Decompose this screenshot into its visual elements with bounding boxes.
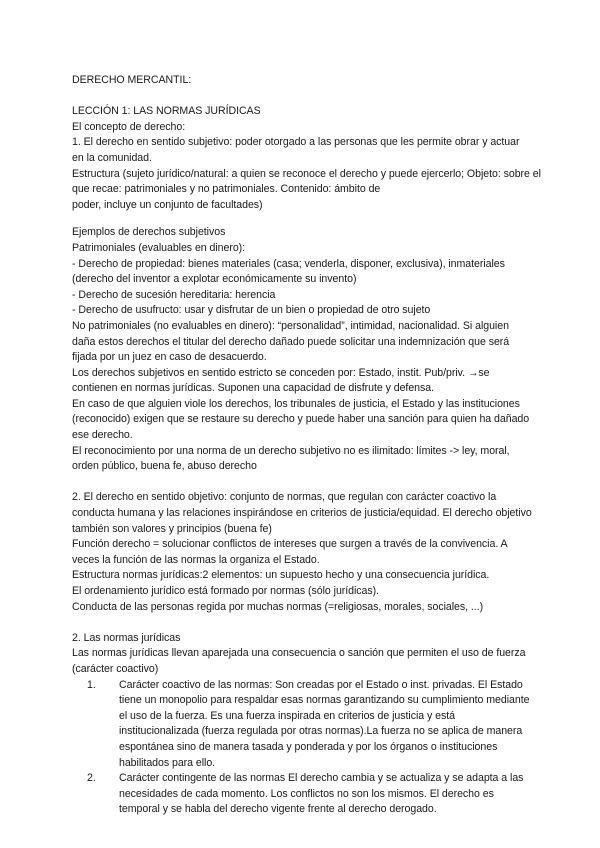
paragraph: Conducta de las personas regida por muchas normas (=religiosas, morales, sociales, ...) <box>72 600 484 613</box>
paragraph: - Derecho de sucesión hereditaria: herencia <box>72 288 276 301</box>
paragraph: Estructura (sujeto jurídico/natural: a quien se reconoce el derecho y puede ejercerlo; Objeto: sobre el que recae: patrimoniales y no patrimoniales. Contenido: ámbito de <box>72 167 541 196</box>
paragraph: - Derecho de propiedad: bienes materiales (casa; venderla, disponer, exclusiva), inmateriales (derecho del inventor a explotar económicamente su invento) <box>72 257 505 286</box>
list-number: 2. <box>87 772 96 785</box>
paragraph: No patrimoniales (no evaluables en dinero): “personalidad”, intimidad, nacionalidad. Si alguien daña estos derechos el titular del derecho dañado puede solicitar una indemnización que será fijada por un juez en caso de desacuerdo. <box>72 319 510 364</box>
list-item-text: Carácter coactivo de las normas: Son creadas por el Estado o inst. privadas. El Estado tiene un monopolio para respaldar esas normas garantizando su cumplimiento mediante el uso de la fuerza. Es una fuerza inspirada en criterios de justicia y está institucionalizada (fuerza regulada por otras normas).La fuerza no se aplica de manera espontánea sino de manera tasada y ponderada y por los órganos o instituciones habilitados para ello. <box>119 678 530 769</box>
section-heading: 2. Las normas jurídicas <box>72 631 181 644</box>
paragraph: Los derechos subjetivos en sentido estricto se conceden por: Estado, instit. Pub/priv. →se contienen en normas jurídicas. Suponen una capacidad de disfrute y defensa. <box>72 366 490 395</box>
paragraph: 1. El derecho en sentido subjetivo: poder otorgado a las personas que les permite obrar y actuar en la comunidad. <box>72 136 520 164</box>
list-item <box>72 678 534 772</box>
concept-heading: El concepto de derecho: <box>72 120 186 133</box>
paragraph: Las normas jurídicas llevan aparejada una consecuencia o sanción que permiten el uso de fuerza (carácter coactivo) <box>72 647 526 675</box>
paragraph: El ordenamiento jurídico está formado por normas (sólo jurídicas). <box>72 585 380 597</box>
list-number: 1. <box>87 678 96 691</box>
paragraph: El reconocimiento por una norma de un derecho subjetivo no es ilimitado: límites -> ley, moral, orden público, buena fe, abuso derecho <box>72 444 510 473</box>
examples-heading: Ejemplos de derechos subjetivos <box>72 226 226 239</box>
lesson-heading: LECCIÓN 1: LAS NORMAS JURÍDICAS <box>72 105 261 118</box>
paragraph: Estructura normas jurídicas:2 elementos: un supuesto hecho y una consecuencia jurídica. <box>72 569 490 582</box>
paragraph: 2. El derecho en sentido objetivo: conjunto de normas, que regulan con carácter coactivo la conducta humana y las relaciones inspirándose en criterios de justicia/equidad. El derecho objetivo también son valores y principios (buena fe) <box>72 491 532 535</box>
paragraph: Función derecho = solucionar conflictos de intereses que surgen a través de la convivencia. A veces la función de las normas la organiza el Estado. <box>72 538 507 566</box>
paragraph: En caso de que alguien viole los derechos, los tribunales de justicia, el Estado y las instituciones (reconocido) exigen que se restaure su derecho y puede haber una sanción para quien ha dañado ese derecho. <box>72 397 530 442</box>
numbered-list <box>72 678 534 818</box>
paragraph: Patrimoniales (evaluables en dinero): <box>72 241 246 254</box>
document-title: DERECHO MERCANTIL: <box>72 74 192 86</box>
list-item <box>72 771 534 818</box>
list-item-text: Carácter contingente de las normas El derecho cambia y se actualiza y se adapta a las necesidades de cada momento. Los conflictos no son los mismos. El derecho es temporal y se habla del derecho vigente frente al derecho derogado. <box>119 772 524 816</box>
paragraph: - Derecho de usufructo: usar y disfrutar de un bien o propiedad de otro sujeto <box>72 304 431 317</box>
document-body <box>72 73 541 818</box>
paragraph: poder, incluye un conjunto de facultades) <box>72 198 263 211</box>
